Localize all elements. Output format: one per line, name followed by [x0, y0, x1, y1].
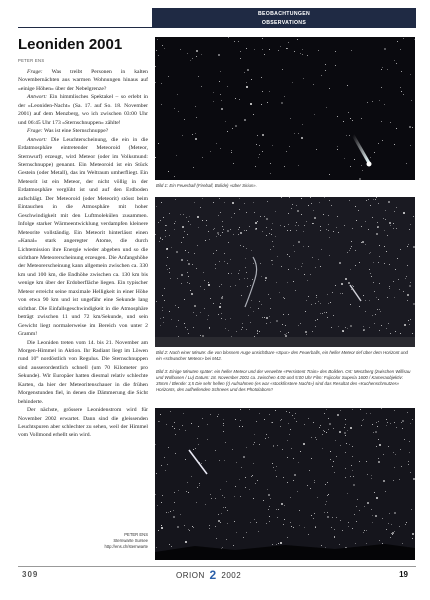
- paragraph-label: Antwort:: [27, 94, 48, 101]
- section-label-fr: OBSERVATIONS: [261, 20, 307, 26]
- paragraph: [18, 339, 148, 407]
- figure-caption: Bild 3: Einige Minuten später: ein heller Meteor und der verwehte «Persistent Train» des Boliden. Ort: Menzberg (zwischen Willisau und Wolhusen / Lu) Datum: 18. November 2001 ca. zwischen 4:00 und 5:00 Uhr Film: Fujicolor Superia 1600 / Kameraobjektiv: 35mm / Blende: 3,5 Die sehr hellen (!) Aufnahmen (es war «stockfinstere Nacht») sind das Resultat des «Kuchenschmutzes» Horizonts, des aufhellenden Schnees und des Photolabors!!: [156, 369, 411, 392]
- magazine-name: ORION: [176, 571, 205, 580]
- issue-year: 2002: [221, 571, 242, 580]
- paragraph: [18, 136, 148, 339]
- paragraph-label: Frage:: [27, 128, 43, 135]
- paragraph-text: Was ist eine Sternschnuppe?: [42, 128, 109, 135]
- paragraph-label: Frage:: [27, 69, 43, 75]
- paragraph-text: Was treibt Personen in kalten Novembernächten aus warmen Wohnungen hinaus auf «einige Höhen» über der Nebelgrenze?: [18, 69, 148, 92]
- paragraph-text: Der nächste, grössere Leonidenstrom wird für November 2002 erwartet. Dann sind die gleissenden Leuchtspuren aber schlechter zu sehen, weil der Himmel vom Vollmond erhellt sein wird.: [18, 407, 148, 439]
- figure-caption: Bild 1: Ein Feuerball (Fireball, Bolide) «über Sirius».: [156, 183, 257, 188]
- figure-caption: Bild 2: Nach einer Minute: die von blossem Auge unsichtbare «Spur» des Feuerballs, ein heller Meteor tief über dem Horizont und ein «schwacher Meteor» bei M42.: [156, 350, 408, 361]
- paragraph: [18, 93, 148, 127]
- paragraph: [18, 68, 148, 93]
- paragraph: [18, 406, 148, 440]
- paragraph-text: Die Leuchterscheinung, die ein in die Erdatmosphäre eintretender Meteoroid (Meteor, Sternwurf) erzeugt, wird Meteor (oder im Volksmund: Sternschnuppe) genannt. Ein Meteoroid ist ein Stück Gestein (oder Metall), das im Weltraum umherfliegt. Ein Meteorit ist ein Meteor, der nicht völlig in der Erdatmosphäre verglüht ist und auf den Erdboden aufschlägt. Der Meteoroid (oder Meteorit) stösst beim Eintauchen in die Atmosphäre mit hoher Geschwindigkeit mit den Luftmolekülen zusammen. Infolge starker Wärmeentwicklung verdampfen kleinere Meteorite vollständig. Ein Meteorit hinterlässt einen «Kanal» stark angeregter Atome, die durch Lichtemission ihre Energie wieder abgeben und so die sichtbare Meteorerscheinung erzeugen. Die Anfangshöhe der Meteorerscheinung kann allgemein zwischen ca. 330 km und 100 km, die Endhöhe zwischen ca. 130 km bis wenige km über der Erdoberfläche liegen. Ein typischer Meteor erreicht seine maximale Helligkeit in einer Höhe von etwa 90 km und ist ungefähr eine Sekunde lang sichtbar. Die Einfallsgeschwindigkeit in die Atmosphäre beträgt zwischen 11 und 72 km/Sekunde, und sein Gewicht liegt normalerweise im Bereich von unter 2 Gramm!: [18, 136, 148, 338]
- issue-number: 2: [209, 568, 217, 582]
- page-number: 19: [399, 570, 408, 579]
- footer-rule: [18, 566, 416, 567]
- signature-url[interactable]: http://ens.ch/sternwarte: [104, 544, 148, 549]
- article-author: PETER ENS: [18, 58, 45, 63]
- signature-block: [18, 532, 148, 562]
- meteor-streak-icon: [155, 408, 415, 560]
- section-header: [152, 8, 416, 28]
- paragraph-label: Antwort:: [27, 136, 48, 143]
- paragraph-text: Die Leoniden treten vom 14. bis 21. November am Morgen-Himmel in Aktion. Ihr Radiant liegt im Löwen rund 10° nordöstlich von Regulus. Die Sternschnuppen sind ausserordentlich schnell (um 70 Kilometer pro Sekunde). Wir Europäer hatten diesmal relativ schlechte Karten, da hier der Meteoritenschauer in die frühen Morgenstunden fiel, in denen die Dämmerung die Sicht behinderte.: [18, 339, 148, 405]
- photo-fireball: [155, 37, 415, 180]
- photo-persistent-train: [155, 197, 415, 347]
- footer-left-number: 309: [22, 570, 39, 579]
- meteor-streak-icon: [155, 37, 415, 180]
- signature-org: Sternwarte Sursee: [113, 538, 148, 543]
- section-label-de: BEOBACHTUNGEN: [257, 11, 311, 17]
- footer-magazine: [176, 568, 241, 582]
- signature: [104, 532, 148, 550]
- article-title: Leoniden 2001: [18, 36, 123, 53]
- article-body: [18, 68, 148, 548]
- signature-name: PETER ENS: [124, 532, 148, 537]
- paragraph: [18, 127, 148, 135]
- photo-bright-meteor: [155, 408, 415, 560]
- header-rule: [18, 27, 416, 28]
- paragraph-text: Ein himmlisches Spektakel – so erlebt in der «Leoniden-Nacht» (Sa. 17. auf So. 18. November 2001) auf dem Menzberg, wo ich zwischen 03:00 Uhr und 06:45 Uhr 173 «Sternschnuppen» zählte!: [18, 94, 148, 126]
- meteor-train-icon: [155, 197, 415, 347]
